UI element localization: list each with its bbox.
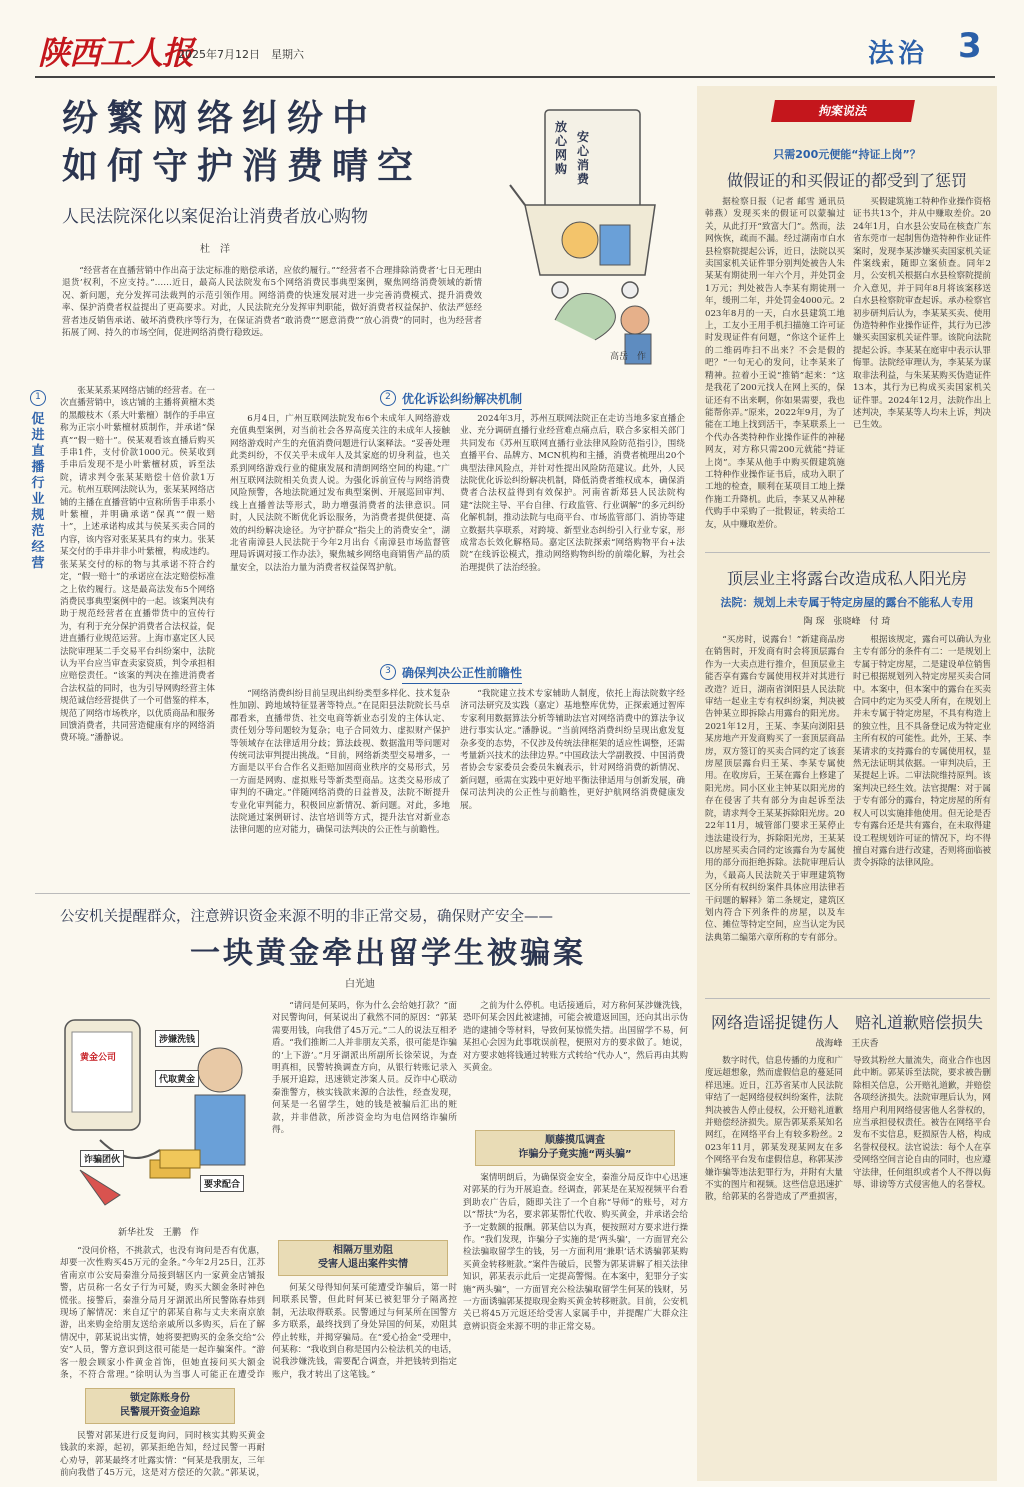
story-divider bbox=[35, 893, 690, 894]
main-byline: 杜 洋 bbox=[200, 244, 230, 255]
gold-subhead-1: 锁定陈账身份 民警展开资金追踪 bbox=[85, 1388, 235, 1424]
cartoon-label-1: 放心网购 bbox=[555, 120, 568, 176]
cartoon-label-2: 安心消费 bbox=[577, 130, 590, 186]
right-story-3-title: 网络造谣捉键伤人 赔礼道歉赔偿损失 bbox=[710, 1013, 983, 1032]
main-lead-paragraph: “经营者在直播营销中作出高于法定标准的赔偿承诺，应依约履行。”“经营者不合理排除消费者‘七日无理由退货’权利，不应支持。”……近日，最高人民法院发布5个网络消费民事典型案例，聚焦网络消费领域的新情况、新问题，充分发挥司法裁判的示范引领作用。网络消费的快速发展对进一步完善消费模式、提升消费效率、保护消费者权益提出了更高要求。对此，人民法院充分发挥审判职能，做好消费者权益保护、依法严惩经营者违反销售承诺、破坏消费秩序等行为，在保证消费者“敢消费”“愿意消费”“放心消费”的同时，也为经营者拓展了网、持久的市场空间，促进网络消费行稳致远。 bbox=[62, 266, 482, 339]
cartoon-credit: 高岳 作 bbox=[610, 352, 647, 362]
section-2-heading: 优化诉讼纠纷解决机制 bbox=[402, 390, 522, 410]
art-label-gold-company: 黄金公司 bbox=[80, 1053, 117, 1063]
section-3-number: 3 bbox=[380, 664, 396, 680]
section-2-text-col-1: 6月4日，广州互联网法院发布6个未成年人网络游戏充值典型案例，对当前社会各界高度关注的未成年人接触网络游戏时产生的充值消费问题进行认案释法。“妥善处理此类纠纷，不仅关乎未成年人及其家庭的切身利益，也关系到网络游戏行业的健康发展和清朗网络空间的构建。”广州互联网法院相关负责人说。为强化诉前宣传与网络消费风险预警，各地法院通过发布典型案例、开展巡回审判、线上直播普法等形式，助力增强消费者的法律意识。同时，人民法院不断优化诉讼服务，为消费者提供便捷、高效的纠纷解决途径。为守护群众“指尖上的消费安全”，湖北省南漳县人民法院于今年2月出台《南漳县市场监督管理局诉调对接工作办法》，聚焦城乡网络电商销售产品的质量安全，以法治力量为消费者权益保驾护航。 bbox=[230, 414, 450, 573]
right-story-3-byline: 战海峰 王庆香 bbox=[815, 1039, 879, 1049]
main-headline bbox=[62, 95, 482, 191]
case-column-banner: 拘案说法 bbox=[771, 100, 915, 122]
right-story-3-text: 数字时代，信息传播的力度和广度远超想象，然而虚假信息的蔓延同样迅速。近日，江苏省某市人民法院审结了一起网络侵权纠纷案件，法院判决被告人停止侵权，公开赔礼道歉并赔偿经济损失。原告郭某系某知名网红，在网络平台上有较多粉丝。2023年11月，郭某发现某网友在多个网络平台发布虚假信息，称郭某涉嫌诈骗等违法犯罪行为，并附有大量不实的图片和视频。这些信息迅速扩散，给郭某的名誉造成了严重损害，导致其粉丝大量流失，商业合作也因此中断。郭某诉至法院，要求被告删除相关信息，公开赔礼道歉，并赔偿各项经济损失。法院审理后认为，网络用户利用网络侵害他人名誉权的，应当承担侵权责任。被告在网络平台发布不实信息，贬损原告人格，构成名誉权侵权。法官说法：每个人在享受网络空间言论自由的同时，也应遵守法律，任何组织或者个人不得以侮辱、诽谤等方式侵害他人的名誉权。 bbox=[705, 1056, 991, 1203]
section-2-number: 2 bbox=[380, 390, 396, 406]
right-story-2-title: 顶层业主将露台改造成私人阳光房 bbox=[726, 569, 967, 588]
gold-text-col-1: “没问价格，不挑款式，也没有询问是否有优惠，却要一次性购买45万元的金条。”今年2月25日，江苏省南京市公安局秦淮分局接到辖区内一家黄金店铺报警，店员称一名女子行为可疑，购买大额金条时神色慌张。接警后，秦淮分局月牙湖派出所民警陈春炜到现场了解情况：来自辽宁的郭某自称与丈夫来南京旅游，出来购金给朋友送给亲戚所以多购买，后在了解情况中，郭某说出实情，她将要把购买的金条交给“公安”人员，警方意识到这很可能是一起诈骗案件。“游客一般会顾家小件黄金首饰，但她直接问买大额金条，不符合常理。”徐明认为当事人可能正在遭受诈 bbox=[60, 1246, 265, 1380]
right-story-1-kicker: 只需200元便能“持证上岗”？ bbox=[773, 148, 921, 161]
right-story-1-title: 做假证的和买假证的都受到了惩罚 bbox=[726, 171, 967, 190]
header-rule bbox=[35, 76, 995, 78]
section-1-banner: 促进直播行业规范经营 bbox=[31, 412, 45, 571]
right-story-2-subhead: 法院：规划上未专属于特定房屋的露台不能私人专用 bbox=[720, 596, 974, 609]
shopping-cart-cartoon bbox=[485, 90, 675, 365]
gold-text-col-2b: 何某父母得知何某可能遭受诈骗后，第一时间联系民警，但此时何某已被犯罪分子隔离控制，无法取得联系。民警通过与何某所在国警方多方联系，最终找到了身处异国的何某，劝阻其停止转账，并揭穿骗局。在“爱心拾金”受理中，何某称：“我收到自称是国内公检法机关的电话，说我涉嫌洗钱，需要配合调查，并把钱转到指定账户，我才转出了这笔钱。” bbox=[272, 1283, 457, 1380]
gold-text-col-2: “请问是何某吗，你为什么会给她打款？”面对民警询问，何某说出了截然不同的原因：“郭某需要用钱，向我借了45万元。”二人的说法互相矛盾。“我们推断二人并非朋友关系，很可能是诈骗的‘上下游’。”月牙湖派出所副所长徐荣说，为查明真相，民警转换调查方向，从银行转账记录入手展开追踪，迅速锁定涉案人员。反诈中心联动秦淮警方，核实钱款来源的合法性，经查发现，何某是一名留学生，她的钱是被骗后汇出的赃款，并非借款，所涉资金均为电信网络诈骗所得。 bbox=[272, 1001, 457, 1136]
gold-art-credit: 新华社发 王鹏 作 bbox=[118, 1228, 200, 1238]
gold-story-kicker: 公安机关提醒群众，注意辨识资金来源不明的非正常交易，确保财产安全—— bbox=[60, 909, 553, 925]
issue-date: 2025年7月12日 星期六 bbox=[178, 48, 304, 61]
page-number: 3 bbox=[958, 26, 982, 66]
section-name: 法治 bbox=[868, 39, 929, 69]
main-headline-line-1: 纷繁网络纠纷中 bbox=[62, 98, 378, 139]
art-label-money-laundering: 涉嫌洗钱 bbox=[155, 1030, 199, 1047]
right-divider-1 bbox=[705, 552, 990, 553]
gold-subhead-3: 顺藤摸瓜调查 诈骗分子竟实施“两头骗” bbox=[475, 1130, 675, 1166]
right-story-1-text-col-1: 据检察日报（记者 邮雪 通讯员 韩燕）发现买来的假证可以蒙骗过关，从此打开“致富大门”。然而，法网恢恢，疏而不漏。经过湖南市白水县检察院提起公诉，近日，法院以买卖国家机关证件罪分别判处被告人朱某某有期徒刑一年六个月，并处罚金1万元；判处被告人李某有期徒刑一年，缓刑二年，并处罚金4000元。2023年8月的一天，白水县建筑工地上，工友小王用手机扫描施工许可证时发现证件有问题，“你这个证件上的二维码咋扫不出来？不会是假的吧？”一句无心的发问，让李某来了精神。拉着小王说“推销”起来：“这是我花了200元找人在网上买的，保证还有不出来啊，你如果需要，我也能帮你弄。”原来，2022年9月，为了能在工地上找到活干，李某联系上一个代办各类特种作业操作证件的神秘网友，对方称只需200元就能“持证上岗”。李某从他手中购买假建筑施工特种作业操作证书后，成功入职了工地的检查，顺利在某项目工地上操作施工升降机。此后，李某又从神秘代购手中采购了一批假证，转卖给工友，从中赚取差价。 bbox=[705, 197, 845, 530]
main-subhead: 人民法院深化以案促治让消费者放心购物 bbox=[62, 207, 368, 227]
main-headline-line-2: 如何守护消费晴空 bbox=[62, 146, 423, 187]
art-label-pickup-gold: 代取黄金 bbox=[155, 1070, 199, 1087]
gold-text-col-3: 之前为什么停机。电话接通后，对方称何某涉嫌洗钱，恐吓何某会因此被逮捕，可能会被遣返回国，还向其出示伪造的逮捕令等材料，导致何某惊慌失措。出国留学不易，何某担心会因为此事耽误前程，便照对方的要求做了。她说，对方要求她将钱通过转账方式转给“代办人”，然后再由其购买黄金。 bbox=[463, 1001, 688, 1074]
gold-fraud-illustration bbox=[60, 1010, 265, 1220]
art-label-fraud-gang: 诈骗团伙 bbox=[80, 1150, 124, 1167]
art-label-cooperate: 要求配合 bbox=[200, 1175, 244, 1192]
section-3-text-col-1: “网络消费纠纷目前呈现出纠纷类型多样化、技术复杂性加剧、跨地域特征显著等特点。”在昆阳县法院院长马卓郡看来，直播带货、社交电商等新业态引发的主体认定、责任划分等问题较为复杂；电子合同效力、虚拟财产保护等领域存在法律适用分歧；算法歧视、数据滥用等问题对传统司法审判提出挑战。“目前，网络新类型交易增多，一方面是以平台合作名义拒赔加固商业秩序的交易形式，另一方面是网购、虚拟账号等新类型商品。这类交易形成了审判的不确定。”伴随网络消费的日益普及，法院不断提升专业化审判能力，积极回应新情况、新问题。对此，多地法院通过案例研讨、法官培训等方式，提升法官对新业态法律问题的应对能力，确保司法判决的公正性与前瞻性。 bbox=[230, 689, 450, 836]
gold-story-byline: 白光迪 bbox=[345, 979, 375, 990]
gold-story-headline: 一块黄金牵出留学生被骗案 bbox=[190, 936, 586, 971]
gold-text-col-3b: 案情明朗后，为确保资金安全，秦淮分局反诈中心迅速对郭某的行为开展追查。经调查，郭某是在某短视频平台看到助农广告后，随即关注了一个自称“导师”的账号，对方以“帮扶”为名，要求郭某帮忙代收、购买黄金，并承诺会给予一定数额的报酬。郭某信以为真，便按照对方要求进行操作。“我们发现，诈骗分子实施的是‘两头骗’，一方面冒充公检法骗取留学生的钱，另一方面利用‘兼职’话术诱骗郭某购买黄金转移赃款。”案件告破后，民警为郭某讲解了相关法律知识，郭某表示此后一定提高警惕。在本案中，犯罪分子实施“两头骗”，一方面冒充公检法骗取留学生何某的钱财，另一方面诱骗郭某提取现金购买黄金转移赃款。目前，公安机关已将45万元返还给受害人家属手中，并提醒广大群众注意辨识资金来源不明的非正常交易。 bbox=[463, 1173, 688, 1332]
section-2-text-col-2: 2024年3月，苏州互联网法院正在走访当地多家直播企业、充分调研直播行业经营难点痛点后，联合多家相关部门共同发布《苏州互联网直播行业法律风险防范指引》，围绕直播平台、品牌方、MCN机构和主播，消费者梳理出20个典型法律风险点，并针对性提出风险防范建议。此外，人民法院优化诉讼纠纷解决机制，降低消费者维权成本，确保消费者合法权益得到有效保护。河南省新郑县人民法院构建“法院主导、平台自律、行政监管、行业调解”的多元纠纷化解机制，推动法院与电商平台、市场监管部门、消协等建立数据共享联系，对跨境、新型业态纠纷引入行业专家，形成常态长效化解格局。嘉定区法院探索“网络购物平台+法院”在线诉讼模式，推动网络购物纠纷的前端化解，为社会治理提供了法治经验。 bbox=[460, 414, 685, 573]
gold-subhead-2: 相隔万里劝阻 受害人退出案件实情 bbox=[278, 1240, 448, 1276]
newspaper-masthead: 陕西工人报 bbox=[38, 34, 194, 72]
right-story-2-byline: 陶 琛 张晓峰 付 琦 bbox=[803, 617, 891, 627]
section-1-text: 张某某系某网络店铺的经营者。在一次直播营销中，该店铺的主播将黄檀木类的黑酸枝木（系大叶紫檀）制作的手串宣称为正宗小叶紫檀材质制作，并承诺“保真”“假一赔十”。侯某观看该直播后购买手串1件，支付价款1000元。侯某收到手串后发现不是小叶紫檀材质，诉至法院，请求判令张某某赔偿十倍价款1万元。杭州互联网法院认为，张某某网络店铺的主播在直播营销中宣称所售手串系小叶紫檀，并明确承诺“保真”“假一赔十”，上述承诺构成其与侯某买卖合同的内容，该内容对张某某具有约束力。张某某交付的手串并非小叶紫檀，构成违约。张某某交付的标的物与其承诺不符合约定，“假一赔十”的承诺应在法定赔偿标准之上依约履行。这是最高法发布5个网络消费民事典型案例中的一起。该案判决有助于规范经营者在直播带货中的宣传行为，有利于充分保护消费者合法权益，促进直播行业规范运营。上海市嘉定区人民法院审理某二手交易平台纠纷案中，法院认为平台应当审查卖家资质，判令承担相应赔偿责任。“该案的判决在推进消费者合法权益的同时，也为引导网购经营主体规范诚信经营提供了一个可借鉴的样本，规范了网络市场秩序，以优质商品和服务回馈消费者，共同营造健康有序的网络消费环境。”潘静说。 bbox=[60, 386, 215, 744]
right-story-2-text-col-2: 根据该规定，露台可以确认为业主专有部分的条件有二：一是规划上专属于特定房屋，二是建设单位销售时已根据规划列入特定房屋买卖合同中。本案中，但本案中的露台在买卖合同中约定为买受人所有，在规划上并未专属于特定房屋，不具有构造上的独立性，且不具备登记成为特定业主所有权的可能性。此外，王某、李某请求的支持露台的专属使用权，显然无法证明其依据。一审判决后，王某提起上诉。二审法院维持原判。该案判决已经生效。法官提醒：对于属于专有部分的露台，特定房屋的所有权人可以实施排他使用。但无论是否专有露台还是共有露台，在未取得建设工程规划许可证的情况下，均不得擅自对露台进行改建，否则将面临被责令拆除的法律风险。 bbox=[853, 635, 991, 869]
gold-text-col-1b: 民警对郭某进行反复询问，同时核实其购买黄金钱款的来源，起初，郭某拒绝告知，经过民警一再耐心劝导，郭某最终才吐露实情：“何某是我朋友，三年前向我借了45万元，这是对方偿还的欠款。”郭某说， bbox=[60, 1431, 265, 1479]
section-1-number: 1 bbox=[30, 390, 46, 406]
right-divider-2 bbox=[705, 998, 990, 999]
section-3-text-col-2: “我院建立技术专家辅助人制度，依托上海法院数字经济司法研究及实践（嘉定）基地整库优势，正探索通过智库专家利用数据算法分析等辅助法官对网络消费中的算法争议进行事实认定。”潘静说。“当前网络消费纠纷呈现出愈发复杂多变的态势，不仅涉及传统法律框架的适应性调整，还需考量新兴技术的法律边界。”中国政法大学副教授、中国消费者协会专家委员会委员朱巍表示，针对网络消费的新情况、新问题，亟需在实践中更好地平衡法律适用与创新发展，确保司法判决的公正性与前瞻性，更好护航网络消费健康发展。 bbox=[460, 689, 685, 811]
section-3-heading: 确保判决公正性前瞻性 bbox=[402, 664, 522, 684]
right-story-2-text-col-1: “买房时，说露台！”新建商品房在销售时，开发商有时会将顶层露台作为一大卖点进行推介，但顶层业主能否享有露台专属使用权并对其进行改造？近日，湖南省浏阳县人民法院审结一起业主专有权纠纷案，判决被告钟某立即拆除占用露台的阳光房。2021年12月，王某、李某向浏阳县某房地产开发商购买了一套顶层商品房，双方签订的买卖合同约定了该套房屋顶层露台归王某、李某专属使用。在收房后，王某在露台上修建了阳光房。同小区业主钟某以阳光房的存在侵害了共有部分为由起诉至法院，请求判令王某某拆除阳光房。2022年11月，城管部门要求王某停止违法建设行为，拆除阳光房，王某某以房屋买卖合同约定该露台为专属使用的部分而拒绝拆除。法院审理后认为，《最高人民法院关于审理建筑物区分所有权纠纷案件具体应用法律若干问题的解释》第二条规定，建筑区划内符合下列条件的房屋，以及车位、摊位等特定空间，应当认定为民法典第二编第六章所称的专有部分。 bbox=[705, 635, 845, 943]
right-story-1-text-col-2: 买假建筑施工特种作业操作资格证书共13个，并从中赚取差价。2024年1月，白水县公安局在核查广东省东莞市一起制售伪造特种作业证件案时，发现李某涉嫌买卖国家机关证件案线索，随即立案侦查。同年2月，公安机关根据白水县检察院提前介入意见，并于同年8月将该案移送白水县检察院审查起诉。承办检察官初步研判后认为，李某某买卖、使用伪造特种作业操作证件，其行为已涉嫌买卖国家机关证件罪。该院向法院提起公诉。李某某在庭审中表示认罪悔罪。法院经审理认为，李某某为谋取非法利益，与朱某某购买伪造证件13本，其行为已构成买卖国家机关证件罪。2024年12月，法院作出上述判决，李某某等人均未上诉，判决已生效。 bbox=[853, 197, 991, 431]
